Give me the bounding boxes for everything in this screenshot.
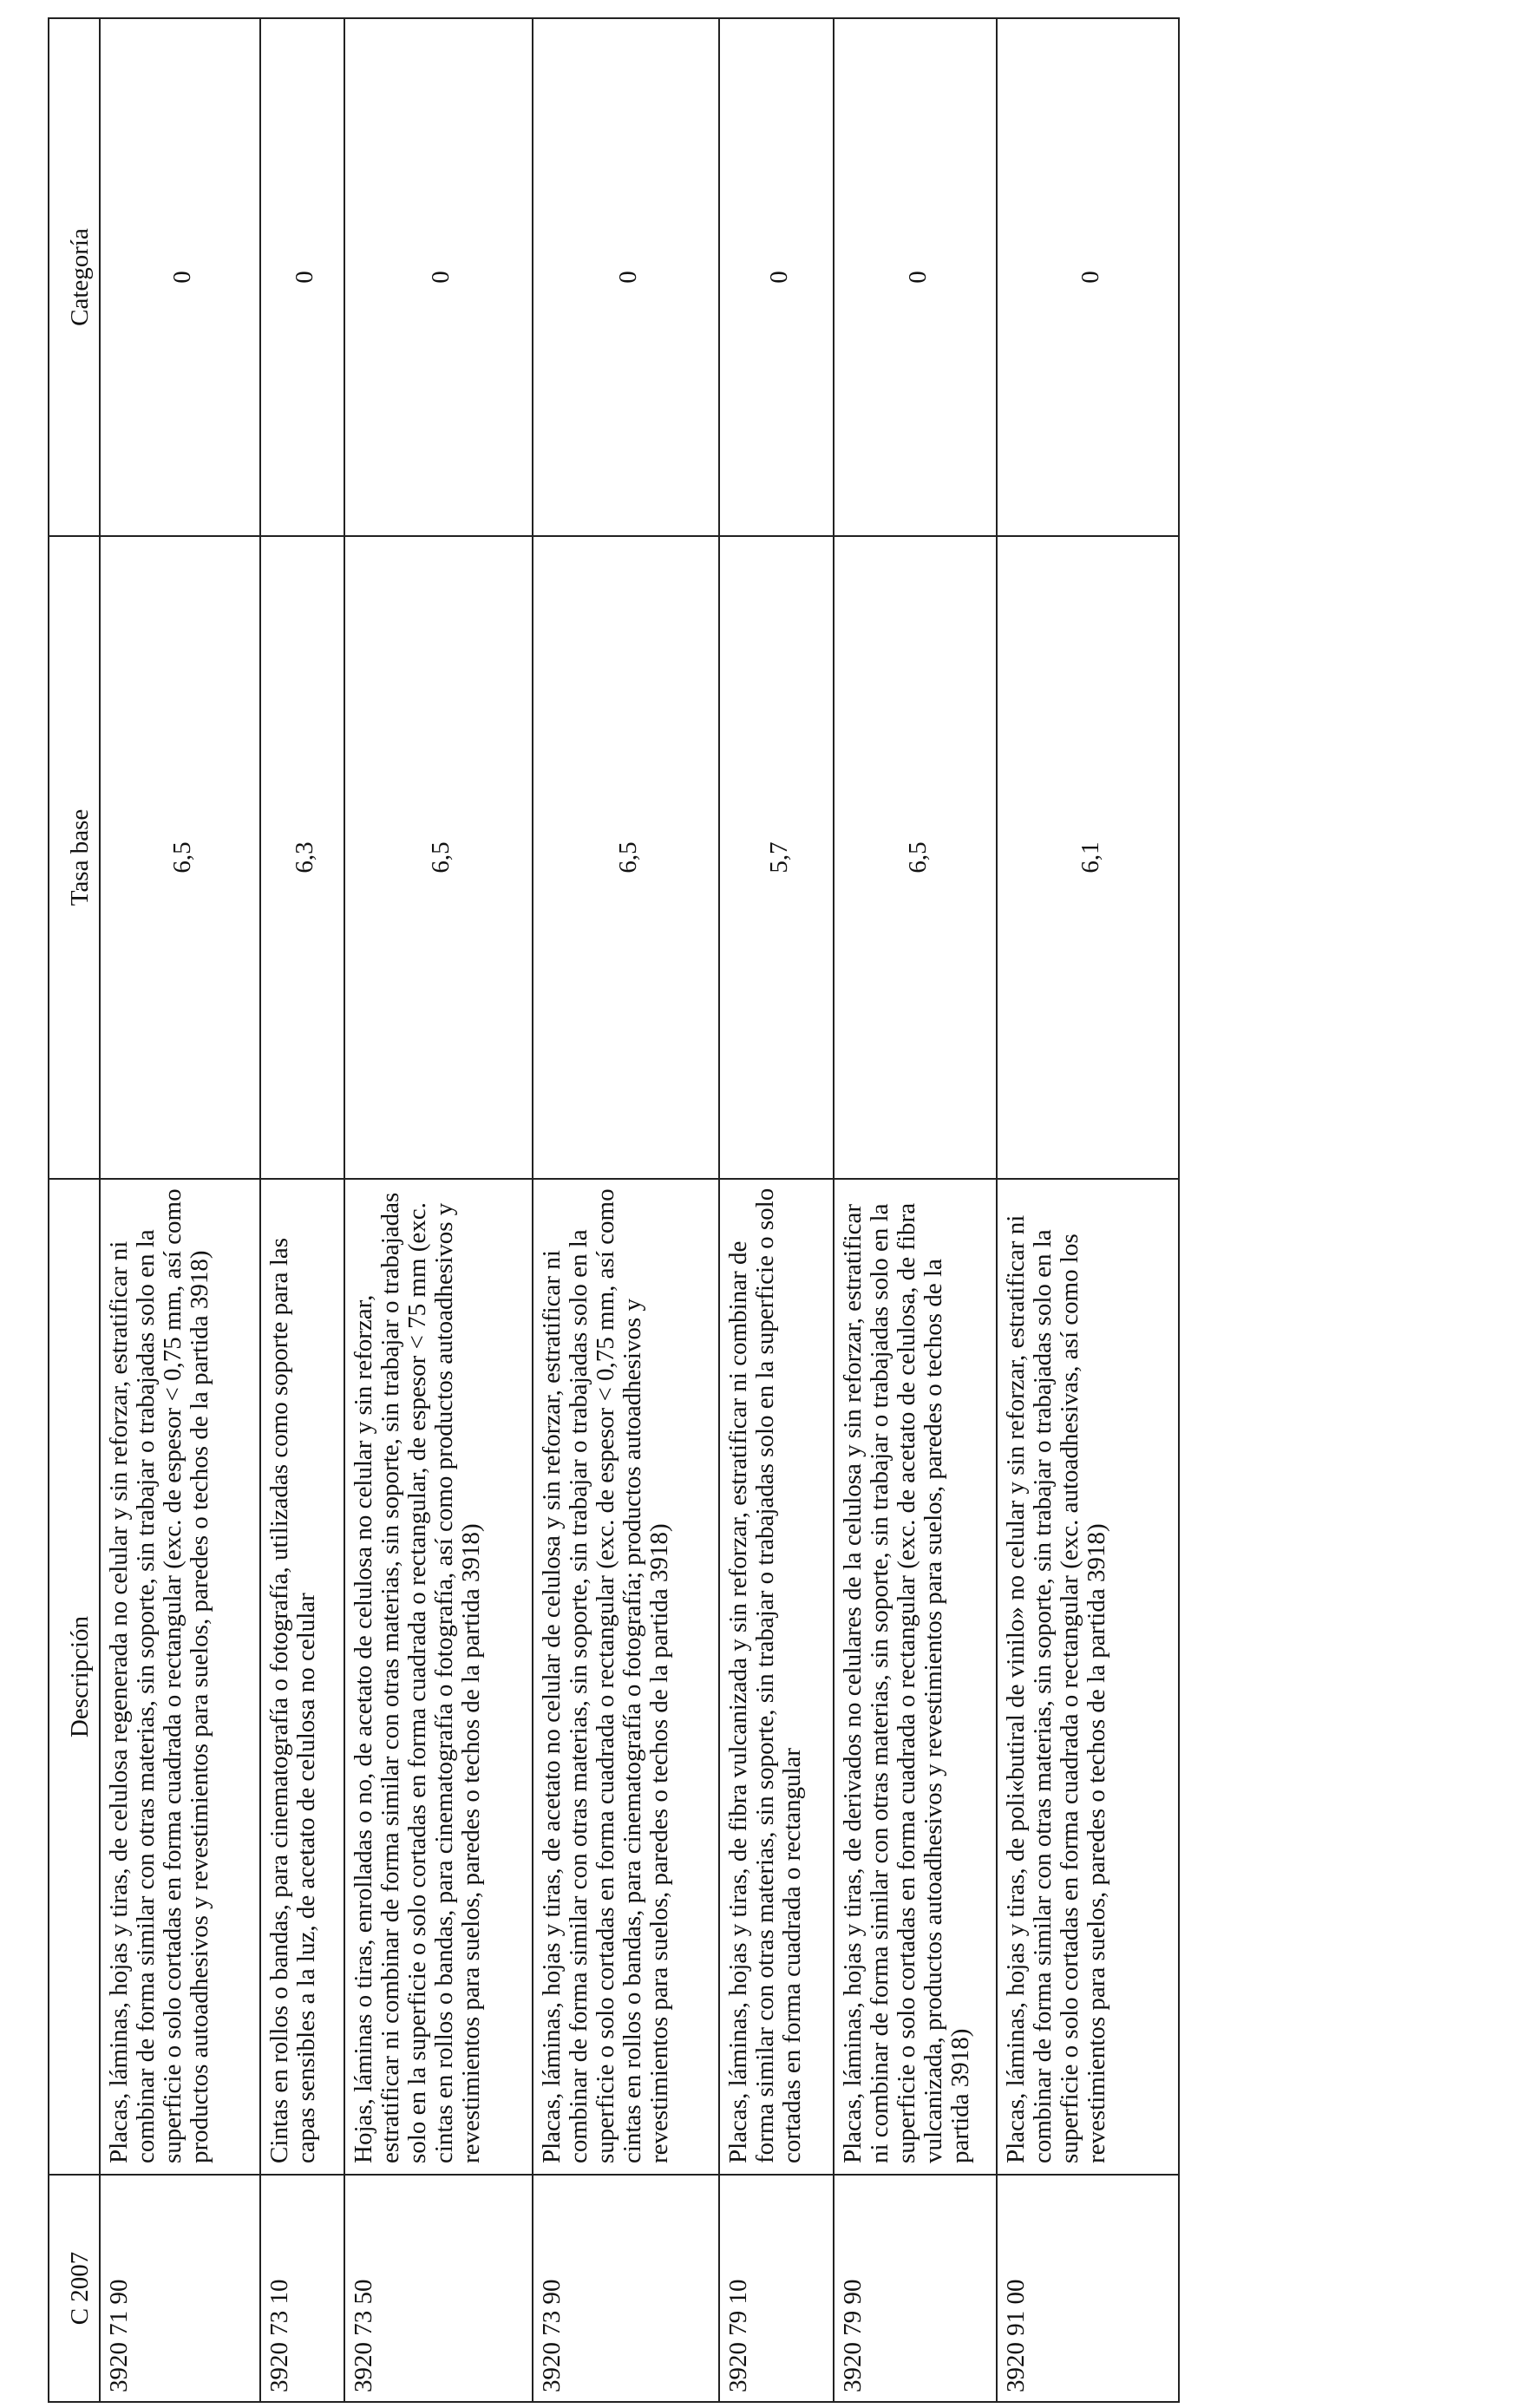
row-description: Placas, láminas, hojas y tiras, de fibra vulcanizada y sin reforzar, estratificar ni combinar de forma similar con otras materias, sin soporte, sin trabajar o trabajadas solo en la superficie o solo cortadas en forma cuadrada o rectangular (719, 1179, 834, 2175)
table-row (344, 18, 533, 2402)
row-description: Placas, láminas, hojas y tiras, de poli«butiral de vinilo» no celular y sin reforzar, estratificar ni combinar de forma similar con otras materias, sin soporte, sin trabajar o trabajadas solo en la superficie o solo cortadas en forma cuadrada o rectangular (exc. autoadhesivas, así como los revestimientos para suelos, paredes o techos de la partida 3918) (997, 1179, 1179, 2175)
row-description: Placas, láminas, hojas y tiras, de acetato no celular de celulosa y sin reforzar, estratificar ni combinar de forma similar con otras materias, sin soporte, sin trabajar o trabajadas solo en la superficie o solo cortadas en forma cuadrada o rectangular (exc. de espesor < 0,75 mm, así como cintas en rollos o bandas, para cinematografía o fotografía; productos autoadhesivos y revestimientos para suelos, paredes o techos de la partida 3918) (533, 1179, 719, 2175)
row-category: 0 (997, 18, 1179, 536)
header-code: C 2007 (49, 2175, 100, 2402)
row-code: 3920 91 00 (997, 2175, 1179, 2402)
row-category: 0 (834, 18, 997, 536)
table-row (100, 18, 260, 2402)
row-code: 3920 79 10 (719, 2175, 834, 2402)
table-row (719, 18, 834, 2402)
row-base-rate: 6,5 (344, 536, 533, 1179)
table-header-row (49, 18, 100, 2402)
row-category: 0 (719, 18, 834, 536)
row-description: Placas, láminas, hojas y tiras, de derivados no celulares de la celulosa y sin reforzar, estratificar ni combinar de forma similar con otras materias, sin soporte, sin trabajar o trabajadas solo en la superficie o solo cortadas en forma cuadrada o rectangular (exc. de acetato de celulosa, de fibra vulcanizada, productos autoadhesivos y revestimientos para suelos, paredes o techos de la partida 3918) (834, 1179, 997, 2175)
row-base-rate: 6,3 (260, 536, 344, 1179)
row-code: 3920 73 50 (344, 2175, 533, 2402)
tariff-table (48, 17, 1180, 2403)
header-base-rate: Tasa base (49, 536, 100, 1179)
table-row (533, 18, 719, 2402)
header-description: Descripción (49, 1179, 100, 2175)
row-category: 0 (260, 18, 344, 536)
table-row (834, 18, 997, 2402)
row-category: 0 (100, 18, 260, 536)
row-base-rate: 6,1 (997, 536, 1179, 1179)
row-code: 3920 79 90 (834, 2175, 997, 2402)
table-row (260, 18, 344, 2402)
header-category: Categoría (49, 18, 100, 536)
row-category: 0 (344, 18, 533, 536)
row-code: 3920 73 90 (533, 2175, 719, 2402)
row-code: 3920 73 10 (260, 2175, 344, 2402)
row-description: Cintas en rollos o bandas, para cinematografía o fotografía, utilizadas como soporte para las capas sensibles a la luz, de acetato de celulosa no celular (260, 1179, 344, 2175)
row-base-rate: 6,5 (100, 536, 260, 1179)
row-base-rate: 6,5 (834, 536, 997, 1179)
row-category: 0 (533, 18, 719, 536)
row-description: Hojas, láminas o tiras, enrolladas o no, de acetato de celulosa no celular y sin reforzar, estratificar ni combinar de forma similar con otras materias, sin soporte, sin trabajar o trabajadas solo en la superficie o solo cortadas en forma cuadrada o rectangular, de espesor < 75 mm (exc. cintas en rollos o bandas, para cinematografía o fotografía, así como productos autoadhesivos y revestimientos para suelos, paredes o techos de la partida 3918) (344, 1179, 533, 2175)
table-row (997, 18, 1179, 2402)
row-description: Placas, láminas, hojas y tiras, de celulosa regenerada no celular y sin reforzar, estratificar ni combinar de forma similar con otras materias, sin soporte, sin trabajar o trabajadas solo en la superficie o solo cortadas en forma cuadrada o rectangular (exc. de espesor < 0,75 mm, así como productos autoadhesivos y revestimientos para suelos, paredes o techos de la partida 3918) (100, 1179, 260, 2175)
row-base-rate: 5,7 (719, 536, 834, 1179)
row-code: 3920 71 90 (100, 2175, 260, 2402)
rotated-tariff-table (48, 19, 1177, 2403)
row-base-rate: 6,5 (533, 536, 719, 1179)
